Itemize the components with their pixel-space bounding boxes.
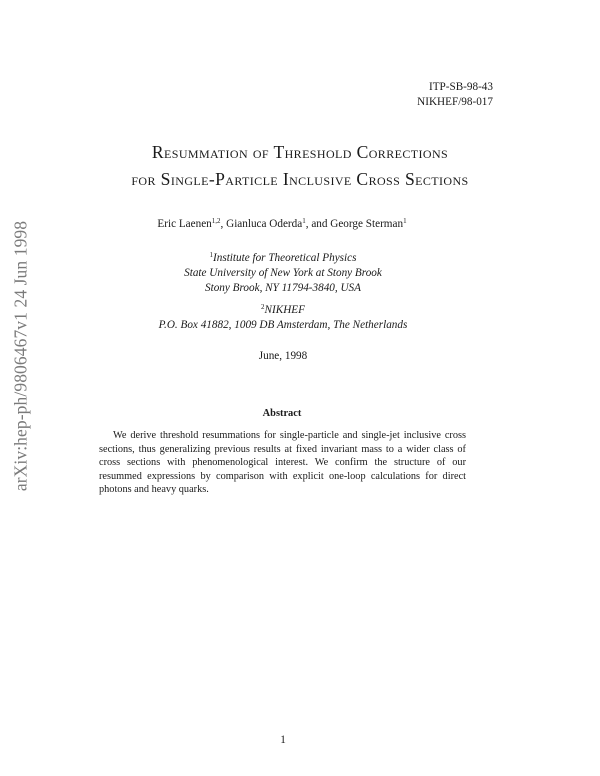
- publication-date: June, 1998: [258, 350, 308, 362]
- author-separator: , and: [305, 218, 331, 230]
- title-line: for Single-Particle Inclusive Cross Sections: [131, 169, 469, 189]
- paper-title: [0, 139, 600, 193]
- affiliation-line: P.O. Box 41882, 1009 DB Amsterdam, The Netherlands: [158, 319, 408, 331]
- affiliation-marker: 1: [209, 251, 214, 259]
- author-name: Gianluca Oderda: [226, 218, 303, 230]
- author-affiliation-marker: 1,2: [211, 217, 221, 225]
- title-line: Resummation of Threshold Corrections: [151, 142, 449, 162]
- affiliation-line: State University of New York at Stony Brook: [184, 267, 382, 279]
- preprint-numbers: [417, 80, 493, 110]
- affiliation-block: [0, 251, 566, 296]
- affiliation-line: [0, 303, 566, 318]
- author-affiliation-marker: 1: [302, 217, 306, 225]
- author-affiliation-marker: 1: [403, 217, 407, 225]
- author-name: George Sterman: [330, 218, 404, 230]
- affiliation-text: NIKHEF: [264, 304, 305, 316]
- abstract-text: We derive threshold resummations for single-particle and single-jet inclusive cross sections, thus generalizing previous results at fixed invariant mass to a wider class of cross sections with phenomenological interest. We confirm the structure of our resummed expressions by comparison with explicit one-loop calculations for direct photons and heavy quarks.: [99, 430, 466, 496]
- preprint-number: ITP-SB-98-43: [428, 81, 493, 93]
- author-list: [0, 217, 564, 231]
- affiliation-marker: 2: [261, 303, 265, 311]
- author-name: Eric Laenen: [157, 218, 212, 230]
- author-separator: ,: [220, 218, 227, 230]
- affiliation-block: [0, 303, 566, 333]
- affiliation-line: Stony Brook, NY 11794-3840, USA: [205, 282, 361, 294]
- affiliation-line: [0, 251, 566, 266]
- abstract-heading: Abstract: [262, 408, 302, 419]
- affiliation-text: Institute for Theoretical Physics: [213, 252, 357, 264]
- preprint-number: NIKHEF/98-017: [417, 96, 493, 108]
- page-number: 1: [280, 734, 286, 746]
- arxiv-identifier-text: arXiv:hep-ph/9806467v1 24 Jun 1998: [10, 220, 31, 492]
